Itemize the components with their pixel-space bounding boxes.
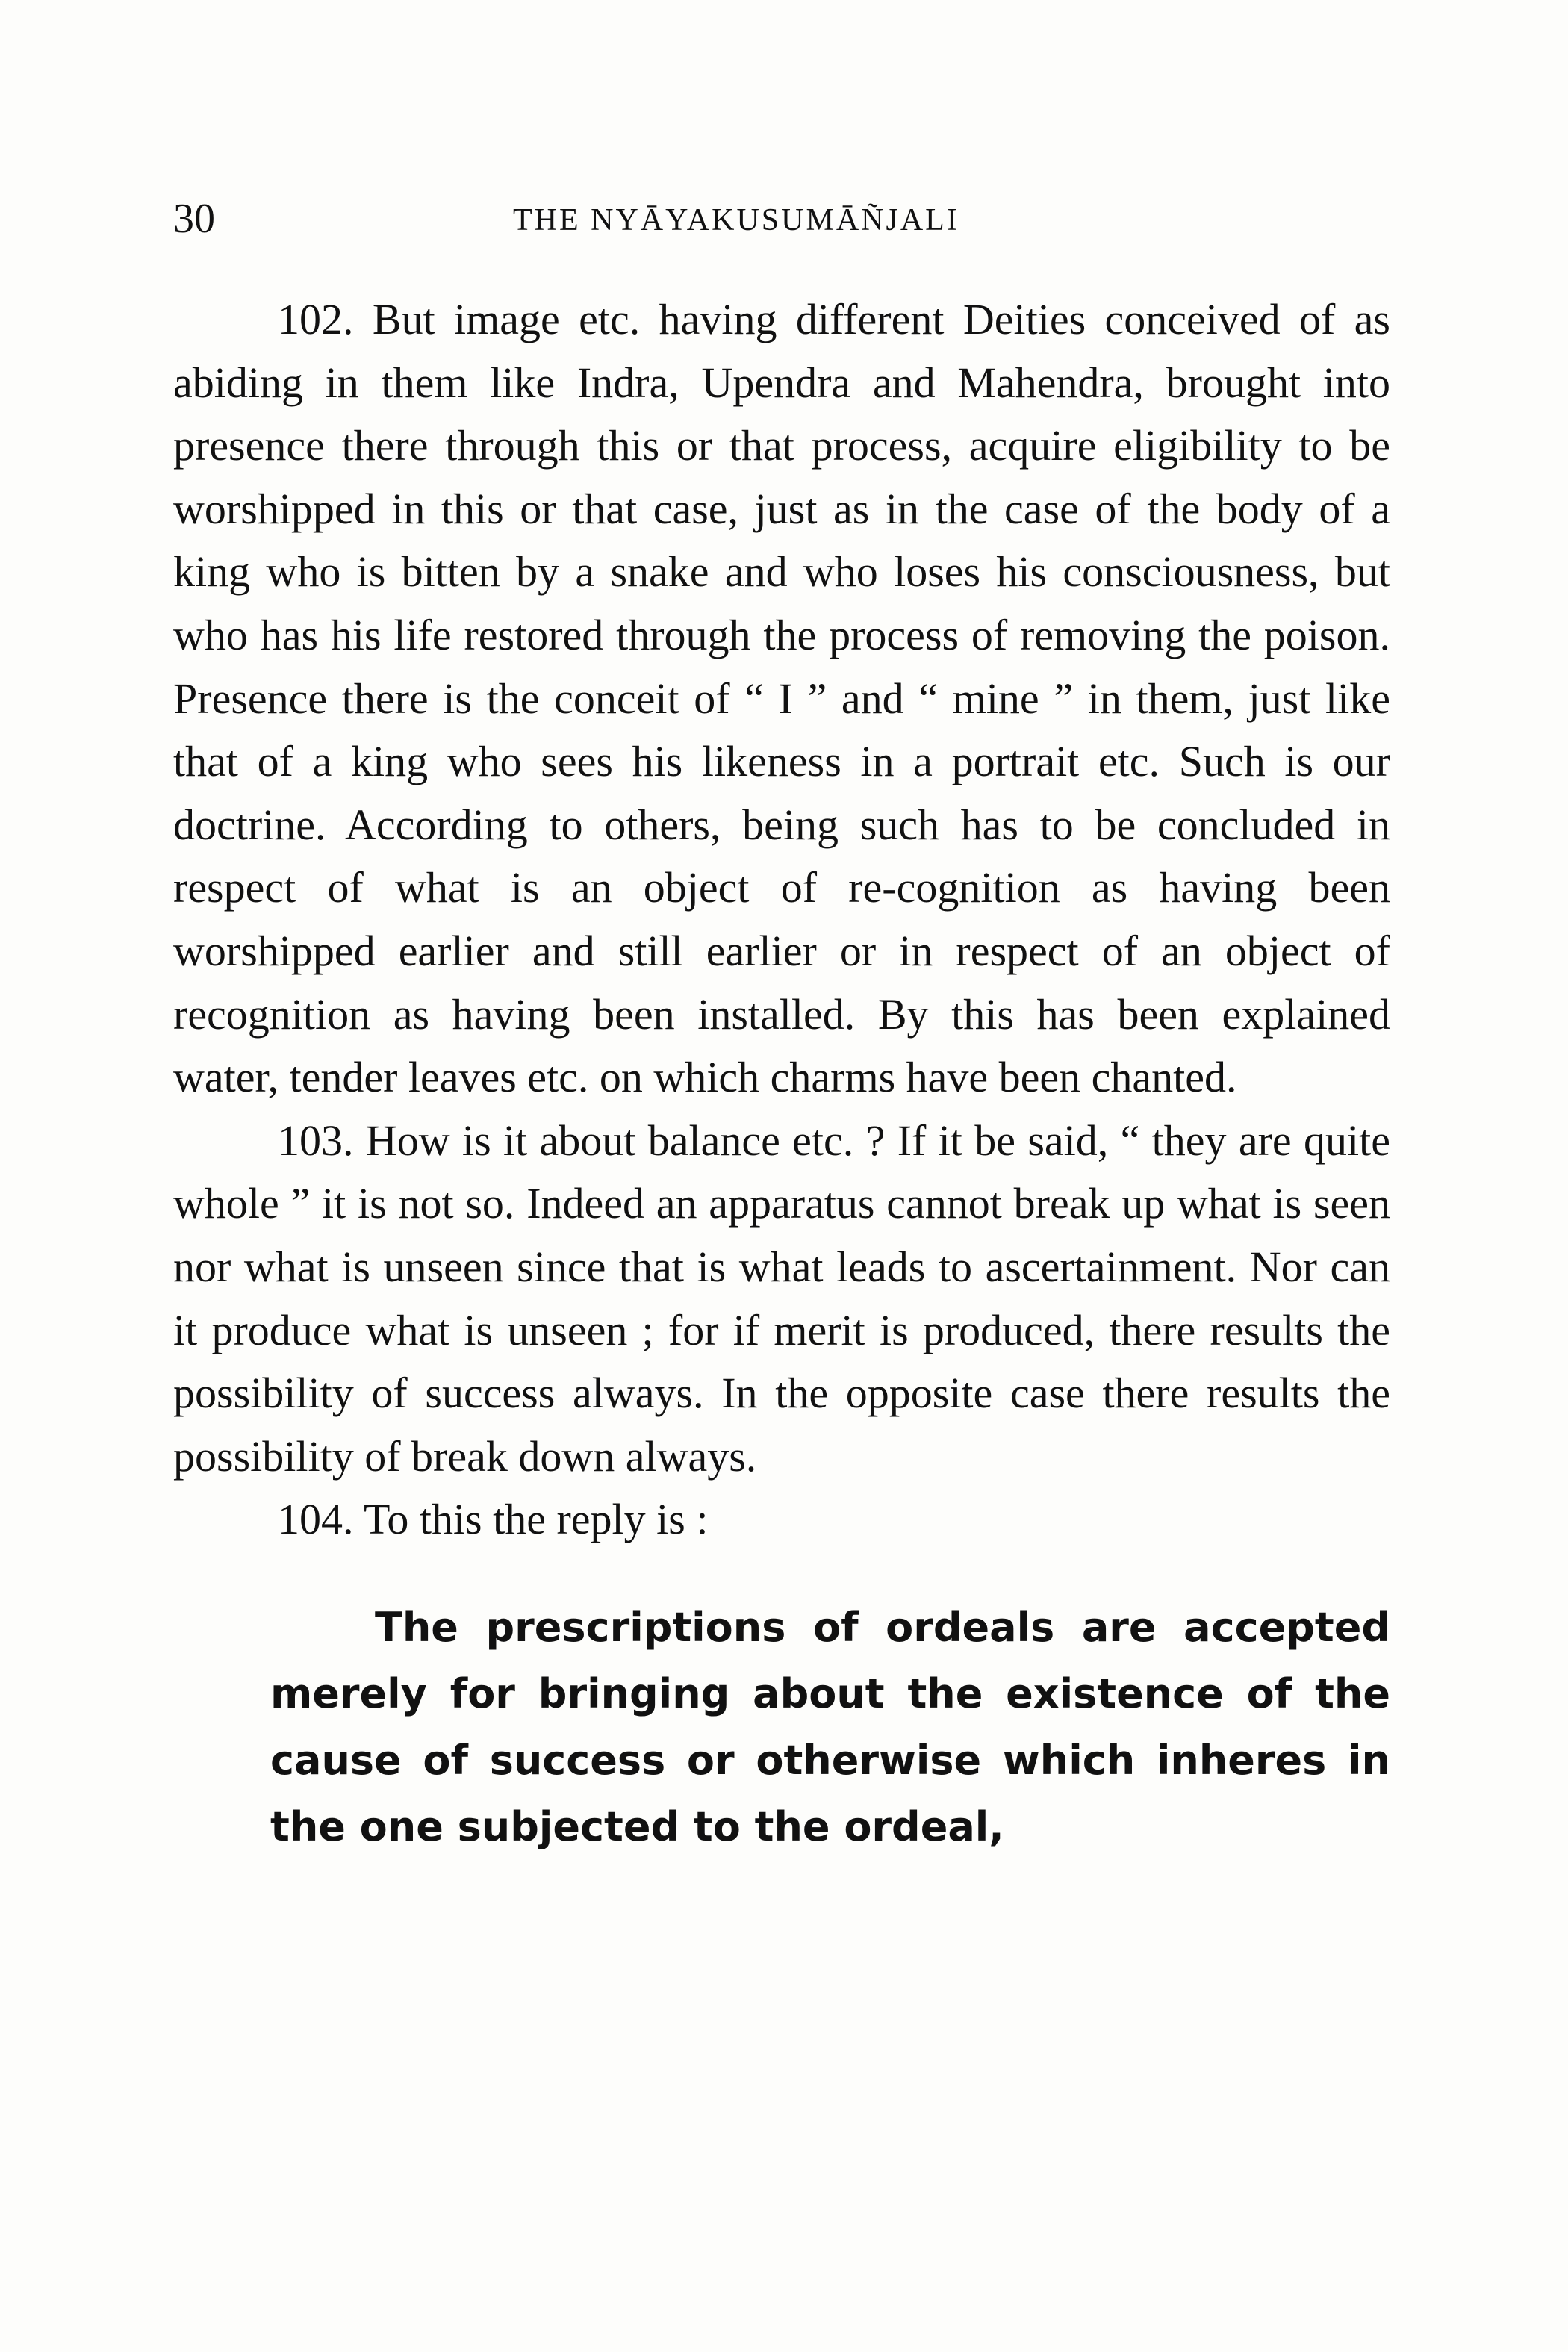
paragraph-102: 102. But image etc. having different Deities conceived of as abiding in them like Indra, Upendra and Mahendra, brought into presence there through this or that process, acquire eligibility to be worshipped in this or that case, just as in the case of the body of a king who is bitten by a snake and who loses his consciousness, but who has his life restored through the process of removing the poison. Presence there is the conceit of “ I ” and “ mine ” in them, just like that of a king who sees his likeness in a portrait etc. Such is our doctrine. According to others, being such has to be concluded in respect of what is an object of re-cognition as having been worshipped earlier and still earlier or in respect of an object of recognition as having been installed. By this has been explained water, tender leaves etc. on which charms have been chanted. <box>173 295 1390 1102</box>
paragraph-104: 104. To this the reply is : <box>278 1495 709 1544</box>
sutra-text: The prescriptions of ordeals are accepted merely for bringing about the existence of the cause of success or otherwise which inheres in the one subjected to the ordeal, <box>270 1604 1390 1850</box>
page-header <box>173 193 1398 245</box>
paragraph-103: 103. How is it about balance etc. ? If it be said, “ they are quite whole ” it is not so. Indeed an apparatus cannot break up what is seen nor what is unseen since that is what leads to ascertainment. Nor can it produce what is unseen ; for if merit is produced, there results the possibility of success always. In the opposite case there results the possibility of break down always. <box>173 1116 1390 1481</box>
body-text <box>173 288 1390 1552</box>
page-number: 30 <box>173 196 215 242</box>
running-head: THE NYĀYAKUSUMĀÑJALI <box>513 203 959 237</box>
